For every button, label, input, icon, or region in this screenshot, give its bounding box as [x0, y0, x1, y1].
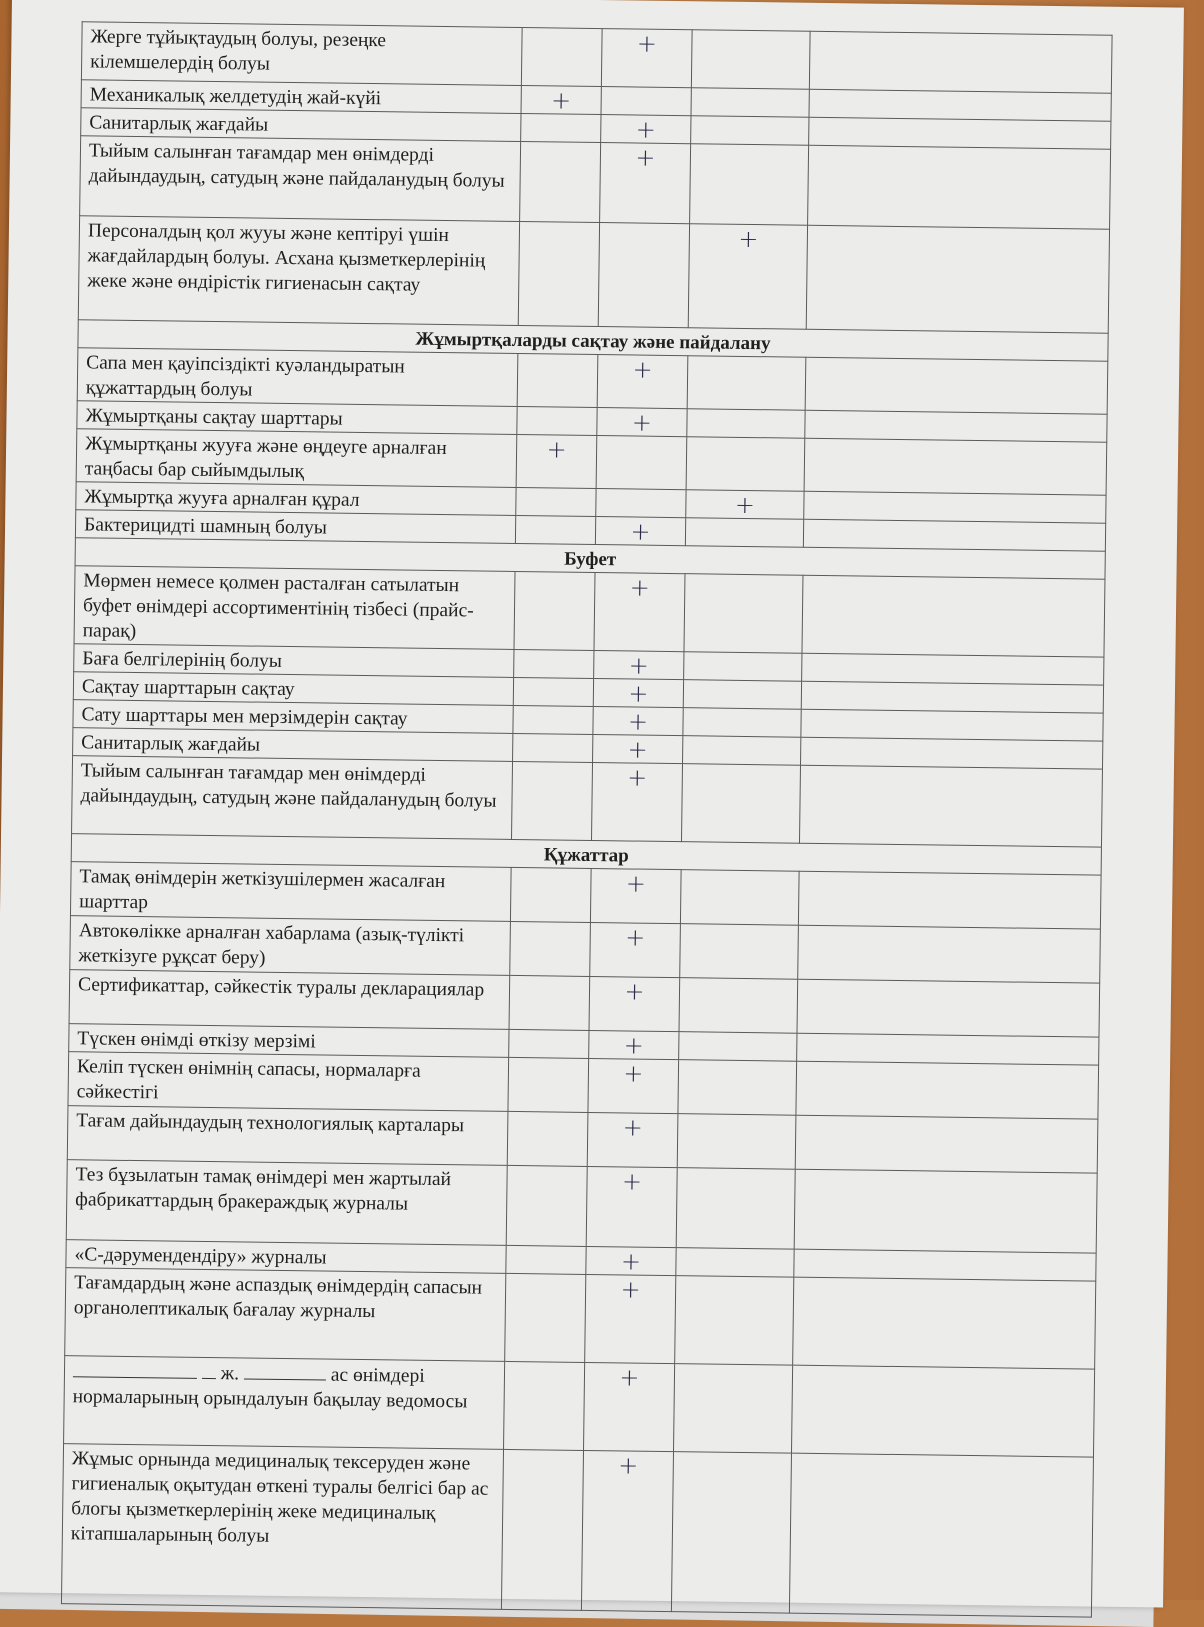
- column-d-cell: [804, 438, 1107, 495]
- column-a-cell: [508, 1057, 589, 1112]
- column-a-cell: [520, 141, 601, 222]
- row-label-rest: ас өнімдері нормаларының орындалуын бақылау ведомосы: [72, 1364, 468, 1413]
- column-b-cell: +: [586, 1246, 676, 1275]
- column-d-cell: [794, 1169, 1097, 1253]
- column-a-cell: [504, 1361, 585, 1450]
- column-d-cell: [809, 31, 1112, 93]
- column-b-cell: +: [593, 734, 683, 763]
- column-b-cell: +: [590, 922, 681, 977]
- section-heading-buffet: Буфет: [75, 538, 1105, 579]
- row-label: Түскен өнімді өткізу мерзімі: [69, 1024, 509, 1058]
- table-row: [78, 216, 1109, 333]
- column-b-cell: +: [597, 355, 688, 409]
- column-c-cell: [680, 870, 799, 926]
- column-a-cell: [518, 221, 599, 326]
- column-b-cell: +: [595, 517, 685, 546]
- column-d-cell: [806, 225, 1109, 333]
- column-c-cell: [675, 1276, 794, 1366]
- row-label: Сату шарттары мен мерзімдерін сақтау: [73, 700, 513, 734]
- section-heading-eggs: Жұмыртқаларды сақтау және пайдалану: [78, 320, 1108, 361]
- table-row: [61, 1444, 1093, 1617]
- column-b-cell: +: [601, 115, 691, 144]
- column-c-cell: [678, 1060, 797, 1116]
- column-d-cell: [801, 737, 1103, 769]
- column-c-cell: [691, 30, 810, 90]
- column-c-cell: [683, 708, 801, 738]
- column-c-cell: [687, 409, 805, 439]
- column-c-cell: +: [688, 224, 807, 330]
- column-b-cell: +: [586, 1166, 677, 1247]
- column-c-cell: [691, 116, 809, 146]
- column-a-cell: [506, 1165, 587, 1246]
- column-b-cell: +: [601, 29, 692, 88]
- column-d-cell: [794, 1249, 1096, 1281]
- row-label: Жерге тұйықтаудың болуы, резеңке кілемшелердің болуы: [81, 22, 522, 86]
- column-a-cell: [516, 487, 596, 516]
- column-b-cell: +: [600, 143, 691, 224]
- table-row: [65, 1268, 1096, 1369]
- column-a-cell: [521, 28, 602, 87]
- column-d-cell: [791, 1365, 1094, 1457]
- row-label: Санитарлық жағдайы: [73, 728, 513, 762]
- column-d-cell: [801, 681, 1103, 713]
- column-d-cell: [802, 575, 1105, 657]
- row-label: Жұмыртқаны сақтау шарттары: [77, 401, 517, 435]
- row-label: «С-дәрумендендіру» журналы: [66, 1240, 506, 1274]
- column-b-cell: +: [587, 1112, 678, 1167]
- column-c-cell: [680, 924, 799, 980]
- row-label: Жұмыртқа жууға арналған құрал: [76, 482, 516, 516]
- column-b-cell: +: [597, 408, 687, 437]
- column-b-cell: +: [589, 1030, 679, 1059]
- column-a-cell: [517, 406, 597, 435]
- column-a-cell: [509, 1029, 589, 1058]
- row-label: Тамақ өнімдерін жеткізушілермен жасалған шарттар: [70, 862, 511, 922]
- row-label: Мөрмен немесе қолмен расталған сатылатын буфет өнімдері ассортиментінің тізбесі (прайс-парақ): [74, 566, 515, 650]
- column-a-cell: [514, 649, 594, 678]
- column-d-cell: [789, 1453, 1093, 1617]
- blank-line: [202, 1360, 216, 1379]
- column-a-cell: [505, 1273, 586, 1362]
- column-b-cell: +: [584, 1362, 675, 1451]
- column-c-cell: [679, 1032, 797, 1062]
- column-a-cell: [506, 1245, 586, 1274]
- column-c-cell: [684, 574, 803, 654]
- column-c-cell: [674, 1364, 793, 1454]
- row-label: Сақтау шарттарын сақтау: [73, 672, 513, 706]
- column-b-cell: +: [591, 762, 682, 841]
- column-c-cell: [677, 1114, 796, 1170]
- column-b-cell: +: [581, 1450, 673, 1611]
- column-c-cell: [681, 764, 800, 844]
- table-row: [64, 1356, 1095, 1457]
- column-b-cell: +: [593, 706, 683, 735]
- column-a-cell: [501, 1449, 583, 1610]
- column-b-cell: [598, 223, 689, 328]
- column-b-cell: +: [588, 1058, 679, 1113]
- year-abbrev: ж.: [220, 1363, 240, 1385]
- table-row: [80, 136, 1111, 229]
- column-b-cell: +: [589, 976, 680, 1031]
- column-a-cell: [513, 677, 593, 706]
- row-label: Механикалық желдетудің жай-күйі: [81, 80, 521, 114]
- table-row: [74, 566, 1105, 657]
- section-heading-documents: Құжаттар: [71, 834, 1101, 875]
- column-d-cell: [805, 410, 1107, 442]
- column-a-cell: +: [516, 434, 597, 488]
- row-label: Автокөлікке арналған хабарлама (азық-түлікті жеткізуге рұқсат беру): [70, 916, 511, 976]
- column-b-cell: +: [593, 679, 683, 708]
- row-label: Тағамдардың және аспаздық өнімдердің сапасын органолептикалық бағалау журналы: [65, 1268, 506, 1362]
- column-b-cell: +: [585, 1274, 676, 1363]
- column-c-cell: [683, 680, 801, 710]
- row-label: Баға белгілерінің болуы: [74, 644, 514, 678]
- column-d-cell: [793, 1277, 1096, 1369]
- table-row: [66, 1160, 1097, 1253]
- column-b-cell: +: [590, 868, 681, 923]
- column-d-cell: [809, 89, 1111, 121]
- column-d-cell: [797, 979, 1100, 1037]
- column-a-cell: [517, 353, 598, 407]
- column-d-cell: [798, 925, 1101, 983]
- row-label: Санитарлық жағдайы: [81, 108, 521, 142]
- column-a-cell: [521, 114, 601, 143]
- column-c-cell: [683, 736, 801, 766]
- column-b-cell: [596, 489, 686, 518]
- row-label: Тез бұзылатын тамақ өнімдері мен жартылай фабрикаттардың бракераждық журналы: [66, 1160, 507, 1246]
- inspection-checklist-table: [61, 21, 1113, 1617]
- row-label: Жұмыртқаны жууға және өңдеуге арналған таңбасы бар сыйымдылық: [76, 429, 517, 488]
- column-d-cell: [801, 709, 1103, 741]
- checklist-container: [61, 21, 1172, 1618]
- column-d-cell: [804, 491, 1106, 523]
- row-label: Сапа мен қауіпсіздікті куәландыратын құжаттардың болуы: [77, 348, 518, 407]
- column-a-cell: [515, 515, 595, 544]
- column-d-cell: [808, 145, 1111, 229]
- blank-line: [73, 1358, 197, 1379]
- column-a-cell: [513, 705, 593, 734]
- column-c-cell: [676, 1168, 795, 1250]
- column-c-cell: [679, 978, 798, 1034]
- table-row: [72, 756, 1103, 847]
- column-c-cell: +: [686, 490, 804, 520]
- column-d-cell: [796, 1061, 1099, 1119]
- column-d-cell: [798, 871, 1101, 929]
- column-b-cell: [596, 436, 687, 490]
- column-a-cell: [512, 761, 593, 840]
- column-c-cell: [671, 1452, 791, 1614]
- column-d-cell: [809, 117, 1111, 149]
- column-a-cell: [507, 1111, 588, 1166]
- column-a-cell: [509, 975, 590, 1030]
- row-label: Бактерицидті шамның болуы: [75, 510, 515, 544]
- column-d-cell: [805, 357, 1108, 414]
- column-c-cell: [676, 1248, 794, 1278]
- column-b-cell: [601, 87, 691, 116]
- row-label: Сертификаттар, сәйкестік туралы декларациялар: [69, 970, 510, 1030]
- row-label: Тыйым салынған тағамдар мен өнімдерді дайындаудың, сатудың және пайдаланудың болуы: [72, 756, 513, 840]
- row-label: [64, 1356, 505, 1450]
- column-c-cell: [686, 437, 805, 492]
- column-c-cell: [685, 518, 803, 548]
- row-label: Персоналдың қол жууы және кептіруі үшін жағдайлардың болуы. Асхана қызметкерлерінің жеке және өндірістік гигиенасын сақтау: [78, 216, 519, 326]
- column-b-cell: +: [594, 573, 685, 652]
- column-d-cell: [803, 519, 1105, 551]
- row-label: Тыйым салынған тағамдар мен өнімдерді дайындаудың, сатудың және пайдаланудың болуы: [80, 136, 521, 222]
- column-d-cell: [802, 653, 1104, 685]
- row-label: Келіп түскен өнімнің сапасы, нормаларға сәйкестігі: [68, 1052, 509, 1112]
- column-c-cell: [687, 356, 806, 411]
- blank-line: [244, 1360, 326, 1380]
- column-d-cell: [797, 1033, 1099, 1065]
- column-d-cell: [799, 765, 1102, 847]
- row-label: Тағам дайындаудың технологиялық карталары: [67, 1106, 508, 1166]
- column-a-cell: [510, 867, 591, 922]
- row-label: Жұмыс орнында медициналық тексеруден және гигиеналық оқытудан өткені туралы белгісі бар ас блогы қызметкерлерінің жеке медициналық кітапшаларының болуы: [61, 1444, 503, 1610]
- column-c-cell: [690, 144, 809, 226]
- column-b-cell: +: [594, 651, 684, 680]
- column-a-cell: [513, 733, 593, 762]
- column-c-cell: [684, 652, 802, 682]
- column-a-cell: [510, 921, 591, 976]
- column-a-cell: [514, 571, 595, 650]
- column-a-cell: +: [521, 86, 601, 115]
- column-c-cell: [691, 88, 809, 118]
- column-d-cell: [795, 1115, 1098, 1173]
